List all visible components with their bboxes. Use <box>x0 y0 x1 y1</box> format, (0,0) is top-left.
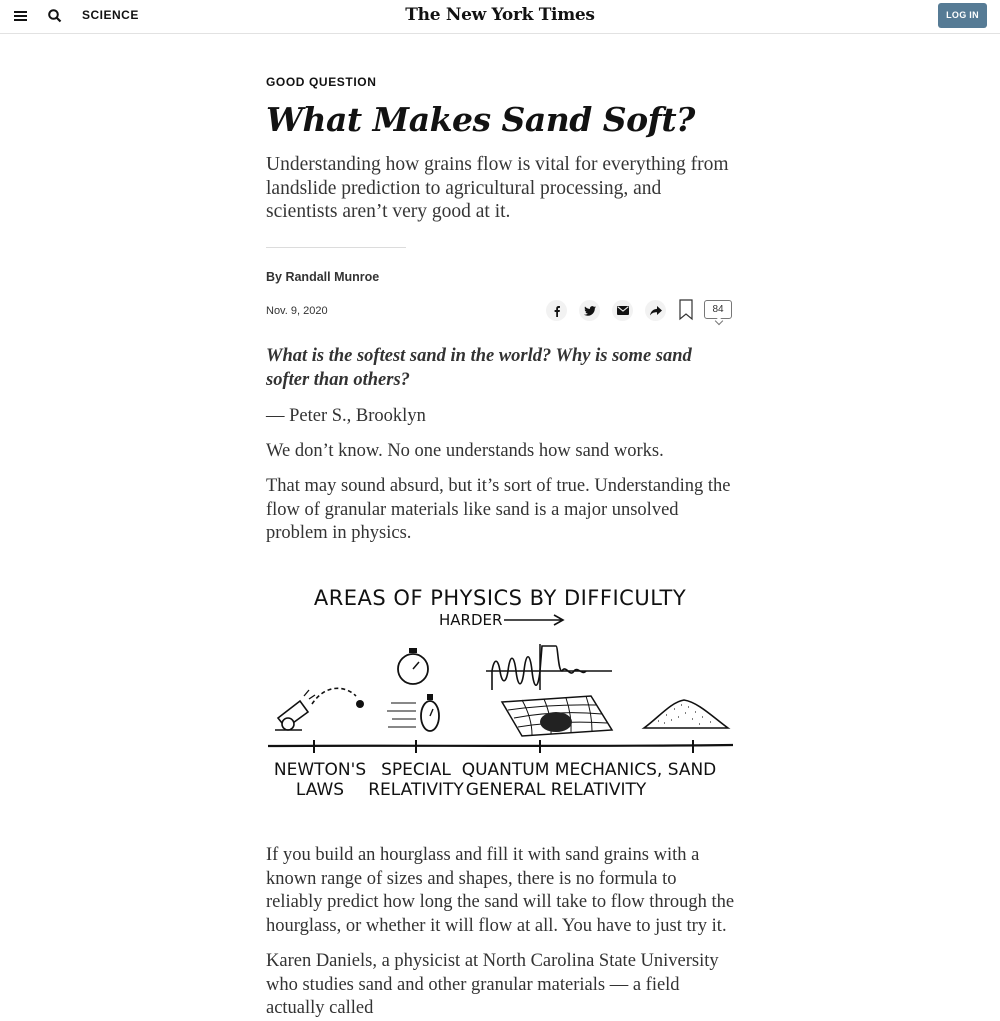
search-icon[interactable] <box>47 8 63 24</box>
paragraph: If you build an hourglass and fill it with sand grains with a known range of sizes and shapes, there is no formula to reliably predict how long the sand will take to flow through the hourglass, or whether it will flow at all. You have to just try it. <box>266 845 735 936</box>
label-quantum-2: GENERAL RELATIVITY <box>465 780 647 800</box>
share-icon[interactable] <box>645 300 666 321</box>
sand-pile-icon <box>644 700 728 728</box>
cannon-icon <box>275 688 364 730</box>
comic-arrow-label: HARDER <box>439 611 503 629</box>
spacetime-grid-icon <box>502 696 612 736</box>
byline[interactable]: By Randall Munroe <box>266 270 380 284</box>
section-link[interactable]: SCIENCE <box>82 8 139 22</box>
top-bar <box>0 0 1000 34</box>
label-newtons-laws-2: LAWS <box>295 780 345 800</box>
difficulty-axis <box>268 745 733 746</box>
menu-icon[interactable] <box>14 9 28 23</box>
harder-arrow <box>504 615 563 625</box>
question-attribution: — Peter S., Brooklyn <box>266 406 426 426</box>
comments-button[interactable]: 84 <box>704 300 732 319</box>
label-special-relativity-1: SPECIAL <box>381 760 451 780</box>
login-button[interactable]: LOG IN <box>938 3 987 28</box>
article-summary: Understanding how grains flow is vital for everything from landslide prediction to agricultural processing, and scientists aren’t very good at it. <box>266 154 729 222</box>
divider <box>266 247 406 248</box>
stopwatch-icon <box>387 648 439 731</box>
twitter-icon[interactable] <box>579 300 600 321</box>
comic-title: AREAS OF PHYSICS BY DIFFICULTY <box>313 586 687 610</box>
comic-illustration <box>266 578 736 808</box>
email-icon[interactable] <box>612 300 633 321</box>
reader-question: What is the softest sand in the world? Why is some sand softer than others? <box>266 346 692 390</box>
wave-function-icon <box>486 644 612 690</box>
article-headline: What Makes Sand Soft? <box>266 100 695 139</box>
label-sand: SAND <box>667 760 717 780</box>
bookmark-icon[interactable] <box>679 299 693 320</box>
label-newtons-laws-1: NEWTON'S <box>273 760 367 780</box>
paragraph: Karen Daniels, a physicist at North Carolina State University who studies sand and other granular materials — a field actually called <box>266 951 719 1018</box>
nyt-logo[interactable]: The New York Times <box>405 5 595 25</box>
paragraph: We don’t know. No one understands how sand works. <box>266 441 664 461</box>
label-special-relativity-2: RELATIVITY <box>368 780 464 800</box>
article-kicker[interactable]: GOOD QUESTION <box>266 75 377 89</box>
facebook-icon[interactable] <box>546 300 567 321</box>
publish-date: Nov. 9, 2020 <box>266 305 328 317</box>
label-quantum-1: QUANTUM MECHANICS, <box>461 760 663 780</box>
paragraph: That may sound absurd, but it’s sort of true. Understanding the flow of granular materials like sand is a major unsolved problem in physics. <box>266 476 731 543</box>
